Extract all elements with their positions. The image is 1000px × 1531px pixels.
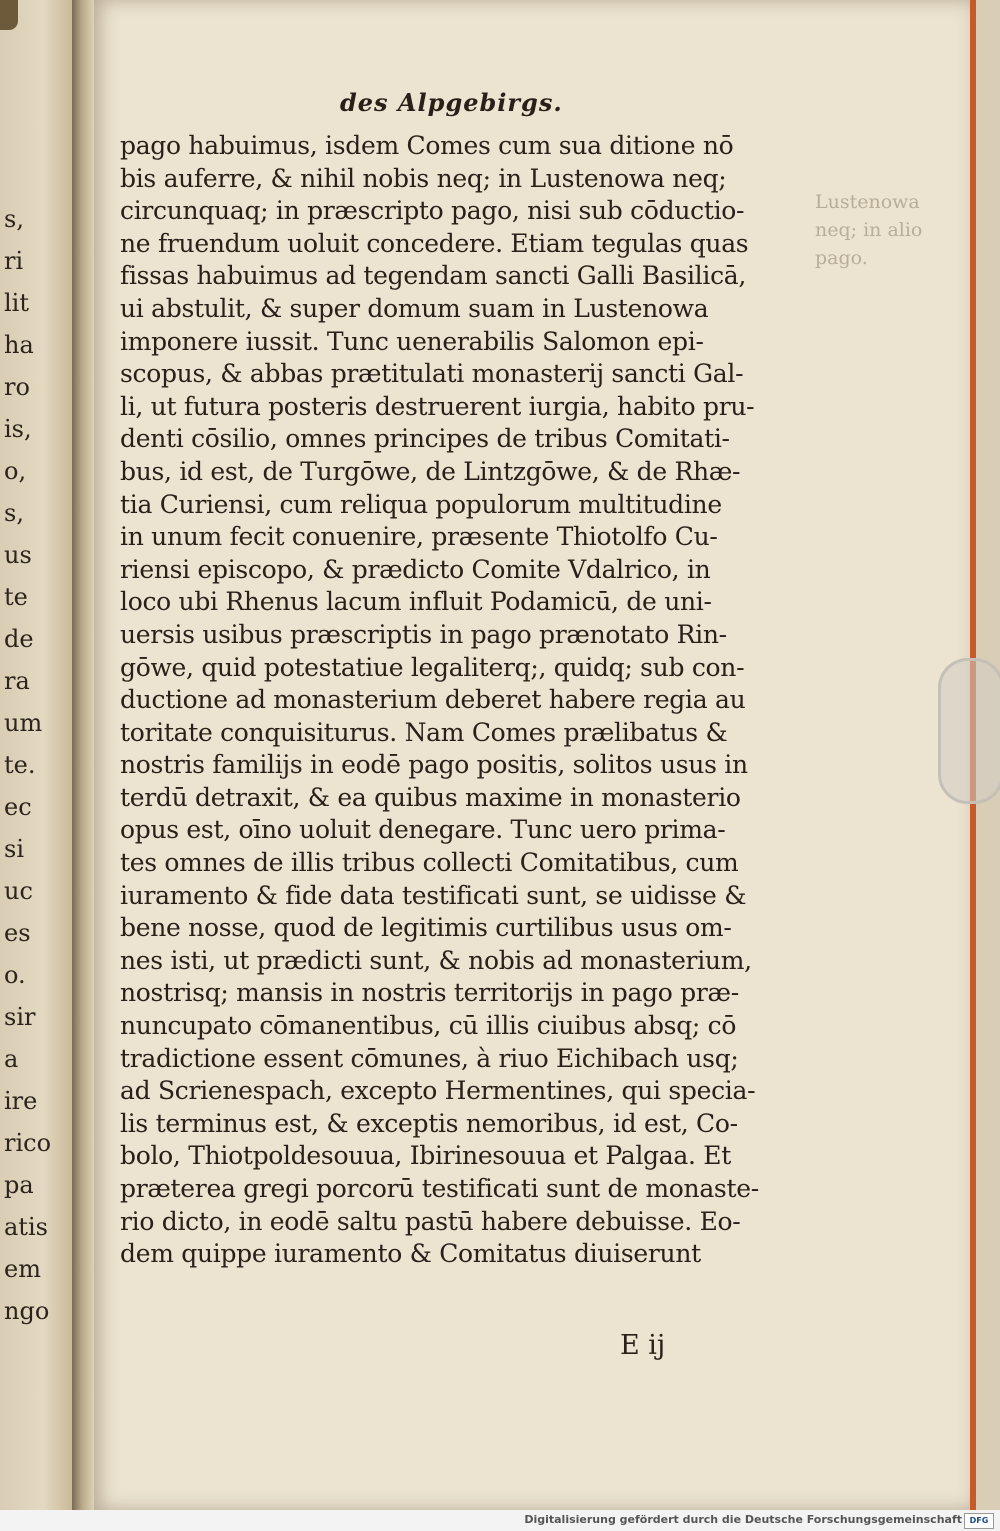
left-page-fragment: ire — [4, 1087, 38, 1115]
left-page-fragment: lit — [4, 289, 29, 317]
text-line: tradictione essent cōmunes, à riuo Eichibach usq; — [120, 1043, 739, 1073]
text-line: lis terminus est, & exceptis nemoribus, id est, Co- — [120, 1108, 738, 1138]
gutter — [72, 0, 94, 1510]
left-page-fragment: um — [4, 709, 43, 737]
body-text — [120, 130, 790, 1271]
text-line: denti cōsilio, omnes principes de tribus Comitati- — [120, 424, 730, 454]
page-clip — [938, 658, 1000, 804]
text-line: in unum fecit conuenire, præsente Thiotolfo Cu- — [120, 522, 718, 552]
text-line: præterea gregi porcorū testificati sunt de monaste- — [120, 1174, 759, 1203]
text-line: nes isti, ut prædicti sunt, & nobis ad monasterium, — [120, 945, 752, 975]
dfg-logo: DFG — [964, 1513, 994, 1529]
text-line: ne fruendum uoluit concedere. Etiam tegulas quas — [120, 228, 749, 258]
margin-note-line: pago. — [815, 247, 868, 269]
left-page-fragment: ngo — [4, 1297, 50, 1325]
text-line: li, ut futura posteris destruerent iurgia, habito pru- — [120, 391, 755, 421]
text-line: scopus, & abbas prætitulati monasterij sancti Gal- — [120, 359, 744, 389]
left-page-fragment: uc — [4, 877, 33, 905]
left-page-fragment: pa — [4, 1171, 34, 1199]
text-line: ui abstulit, & super domum suam in Lustenowa — [120, 293, 709, 323]
funding-credit: Digitalisierung gefördert durch die Deutsche Forschungsgemeinschaft — [524, 1513, 962, 1526]
left-page-fragment: es — [4, 919, 31, 947]
left-page-fragment: de — [4, 625, 34, 653]
left-page-fragment: s, — [4, 205, 24, 233]
left-page-fragment: is, — [4, 415, 32, 443]
left-page-fragment: ha — [4, 331, 34, 359]
text-line: ductione ad monasterium deberet habere regia au — [120, 685, 746, 715]
text-line: dem quippe iuramento & Comitatus diuiserunt — [120, 1239, 701, 1269]
left-page-fragment: o. — [4, 961, 26, 989]
text-line: bis auferre, & nihil nobis neq; in Lustenowa neq; — [120, 163, 727, 193]
text-line: terdū detraxit, & ea quibus maxime in monasterio — [120, 782, 741, 812]
text-line: imponere iussit. Tunc uenerabilis Salomon epi- — [120, 326, 704, 356]
left-page-fragment: o, — [4, 457, 27, 485]
text-line: nostris familijs in eodē pago positis, solitos usus in — [120, 750, 748, 780]
left-page-fragment: te — [4, 583, 28, 611]
left-page-fragment: ec — [4, 793, 32, 821]
text-line: gōwe, quid potestatiue legaliterq;, quidq; sub con- — [120, 652, 745, 682]
left-page-fragment: sir — [4, 1003, 36, 1031]
text-line: toritate conquisiturus. Nam Comes prælibatus & — [120, 717, 728, 747]
text-line: bene nosse, quod de legitimis curtilibus usus om- — [120, 913, 732, 943]
text-line: nuncupato cōmanentibus, cū illis ciuibus absq; cō — [120, 1011, 737, 1041]
text-line: tes omnes de illis tribus collecti Comitatibus, cum — [120, 848, 739, 878]
text-line: tia Curiensi, cum reliqua populorum multitudine — [120, 489, 722, 519]
text-line: fissas habuimus ad tegendam sancti Galli Basilicā, — [120, 261, 747, 291]
text-line: loco ubi Rhenus lacum influit Podamicū, de uni- — [120, 587, 712, 617]
text-line: uersis usibus præscriptis in pago prænotato Rin- — [120, 619, 727, 649]
left-page-fragment: si — [4, 835, 24, 863]
running-head: des Alpgebirgs. — [340, 88, 563, 117]
text-line: bus, id est, de Turgōwe, de Lintzgōwe, & de Rhæ- — [120, 456, 741, 486]
left-page — [0, 0, 72, 1510]
text-line: bolo, Thiotpoldesouua, Ibirinesouua et Palgaa. Et — [120, 1141, 731, 1171]
text-line: rio dicto, in eodē saltu pastū habere debuisse. Eo- — [120, 1206, 741, 1236]
text-line: circunquaq; in præscripto pago, nisi sub cōductio- — [120, 196, 745, 226]
left-page-fragment: te. — [4, 751, 36, 779]
left-page-fragment: atis — [4, 1213, 48, 1241]
margin-note-line: Lustenowa — [815, 191, 920, 213]
footer-bar — [0, 1510, 1000, 1531]
text-line: nostrisq; mansis in nostris territorijs in pago præ- — [120, 978, 739, 1008]
corner-marker — [0, 0, 18, 30]
signature-mark: E ij — [620, 1330, 666, 1361]
left-page-fragment: s, — [4, 499, 24, 527]
text-line: opus est, oīno uoluit denegare. Tunc uero prima- — [120, 815, 726, 845]
text-line: iuramento & fide data testificati sunt, se uidisse & — [120, 880, 747, 910]
text-line: riensi episcopo, & prædicto Comite Vdalrico, in — [120, 554, 711, 584]
left-page-fragment: us — [4, 541, 32, 569]
left-page-fragment: ro — [4, 373, 30, 401]
margin-note — [815, 188, 955, 272]
text-line: ad Scrienespach, excepto Hermentines, qui specia- — [120, 1076, 756, 1106]
margin-note-line: neq; in alio — [815, 219, 923, 241]
text-line: pago habuimus, isdem Comes cum sua ditione nō — [120, 131, 734, 160]
left-page-fragment: em — [4, 1255, 41, 1283]
left-page-fragment: ra — [4, 667, 30, 695]
left-page-fragment: rico — [4, 1129, 52, 1157]
left-page-fragment: ri — [4, 247, 24, 275]
left-page-fragment: a — [4, 1045, 19, 1073]
